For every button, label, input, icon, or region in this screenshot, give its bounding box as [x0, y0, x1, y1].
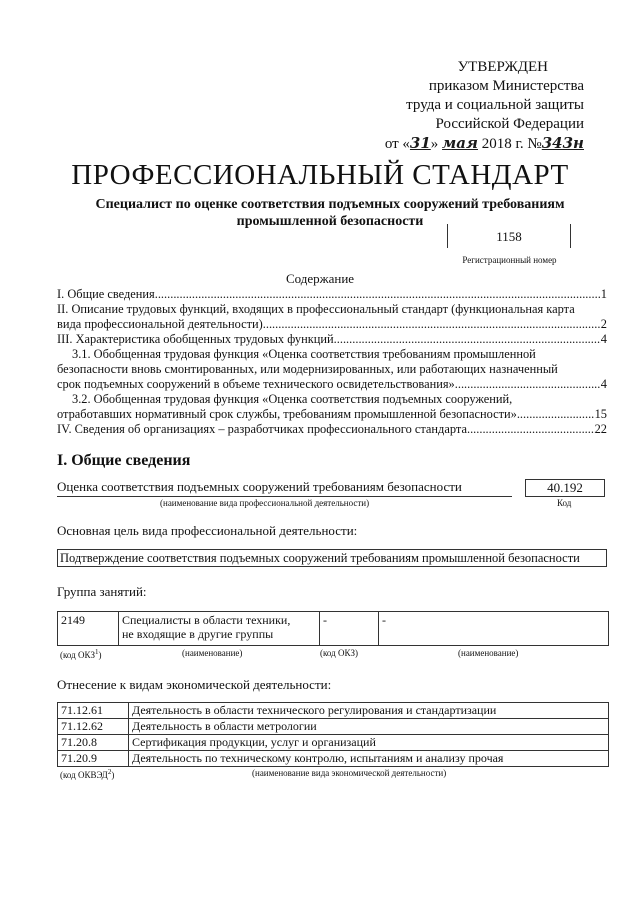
- activity-name: Оценка соответствия подъемных сооружений требованиям безопасности: [57, 479, 512, 497]
- group-label: Группа занятий:: [57, 584, 147, 599]
- toc-entry-3-1[interactable]: [57, 347, 607, 392]
- toc-page: 1: [600, 287, 607, 301]
- okved-name: Сертификация продукции, услуг и организаций: [129, 735, 609, 751]
- toc-entry-4[interactable]: [57, 422, 607, 437]
- toc-page: 22: [594, 422, 607, 436]
- okved-code: 71.20.9: [58, 751, 129, 767]
- toc-entry-1[interactable]: [57, 287, 607, 302]
- okz-name-line2: не входящие в другие группы: [122, 627, 274, 641]
- approval-line1: УТВЕРЖДЕН: [457, 59, 548, 75]
- goal-label: Основная цель вида профессиональной деятельности:: [57, 523, 358, 538]
- okz-name-line1: Специалисты в области техники,: [122, 613, 291, 627]
- toc-text: отработавших нормативный срок службы, требованиям промышленной безопасности»: [57, 407, 517, 421]
- registration-number: 1158: [496, 229, 522, 244]
- order-number: 343н: [541, 134, 584, 152]
- toc-page: 2: [600, 317, 607, 331]
- approval-date-line: [354, 134, 584, 154]
- approval-line2: приказом Министерства: [428, 78, 584, 94]
- toc-text-lead: 3.1. Обобщенная трудовая функция «Оценка соответствия требованиям промышленной: [72, 347, 536, 361]
- okved-name-caption: (наименование вида экономической деятельности): [252, 768, 447, 778]
- toc-text: IV. Сведения об организациях – разработчиках профессионального стандарта: [57, 422, 467, 436]
- toc-text: срок подъемных сооружений в объеме технического освидетельствования»: [57, 377, 455, 391]
- date-year: 2018 г. №: [481, 136, 542, 152]
- registration-label: Регистрационный номер: [462, 255, 557, 265]
- section-heading: I. Общие сведения: [57, 452, 191, 469]
- okz-code-caption-2: (код ОКЗ): [320, 648, 358, 658]
- okz-name-caption: (наименование): [182, 648, 243, 658]
- okz-name-caption-2: (наименование): [458, 648, 519, 658]
- okz-code-cell: 2149: [58, 612, 119, 646]
- okved-code: 71.12.62: [58, 719, 129, 735]
- date-prefix: от «: [384, 136, 410, 152]
- contents-title: Содержание: [285, 271, 355, 286]
- date-month: мая: [442, 134, 478, 152]
- okz-code-caption: (код ОКЗ$^1$): [60, 648, 102, 660]
- okved-name: Деятельность по техническому контролю, испытаниям и анализу прочая: [129, 751, 609, 767]
- approval-line3: труда и социальной защиты: [406, 97, 584, 113]
- okved-code-caption: (код ОКВЭД$^2$): [60, 768, 115, 780]
- toc-text-lead: 3.2. Обобщенная трудовая функция «Оценка соответствия подъемных сооружений,: [72, 392, 513, 406]
- subtitle-line1: Специалист по оценке соответствия подъемных сооружений требованиям: [95, 197, 565, 212]
- date-mid: »: [430, 136, 439, 152]
- date-day: 31: [409, 134, 431, 152]
- okved-code: 71.20.8: [58, 735, 129, 751]
- okved-name: Деятельность в области метрологии: [129, 719, 609, 735]
- document-title: ПРОФЕССИОНАЛЬНЫЙ СТАНДАРТ: [71, 159, 569, 191]
- okz-code-cell-2: -: [320, 612, 379, 646]
- occupation-group-table: [57, 611, 609, 646]
- toc-entry-3-2[interactable]: [57, 392, 607, 422]
- toc-entry-2[interactable]: [57, 302, 607, 332]
- registration-box: [447, 224, 571, 248]
- okved-name: Деятельность в области технического регулирования и стандартизации: [129, 703, 609, 719]
- approval-line4: Российской Федерации: [435, 116, 584, 132]
- table-row: [58, 735, 609, 751]
- okved-table: [57, 702, 609, 767]
- toc-page: 4: [600, 332, 607, 346]
- toc-text-lead: безопасности вновь смонтированных, или модернизированных, или работающих назначенный: [57, 362, 558, 376]
- okz-name-cell-2: -: [379, 612, 609, 646]
- activity-code: 40.192: [525, 479, 605, 497]
- toc-entry-3[interactable]: [57, 332, 607, 347]
- toc-text: III. Характеристика обобщенных трудовых функций: [57, 332, 334, 346]
- okved-code: 71.12.61: [58, 703, 129, 719]
- subtitle-line2: промышленной безопасности: [236, 214, 424, 229]
- table-row: [58, 612, 609, 646]
- okved-label: Отнесение к видам экономической деятельности:: [57, 677, 332, 692]
- toc-page: 15: [594, 407, 607, 421]
- table-row: [58, 719, 609, 735]
- toc-text: вида профессиональной деятельности): [57, 317, 263, 331]
- okz-name-cell: [119, 612, 320, 646]
- activity-code-caption: Код: [557, 498, 572, 508]
- approval-block: [354, 58, 584, 154]
- toc-text-lead: II. Описание трудовых функций, входящих в профессиональный стандарт (функциональная карта: [57, 302, 575, 316]
- table-row: [58, 751, 609, 767]
- table-row: [58, 703, 609, 719]
- toc-text: I. Общие сведения: [57, 287, 155, 301]
- activity-name-caption: (наименование вида профессиональной деятельности): [160, 498, 370, 508]
- goal-text: Подтверждение соответствия подъемных сооружений требованиям промышленной безопасности: [57, 549, 607, 567]
- toc-page: 4: [600, 377, 607, 391]
